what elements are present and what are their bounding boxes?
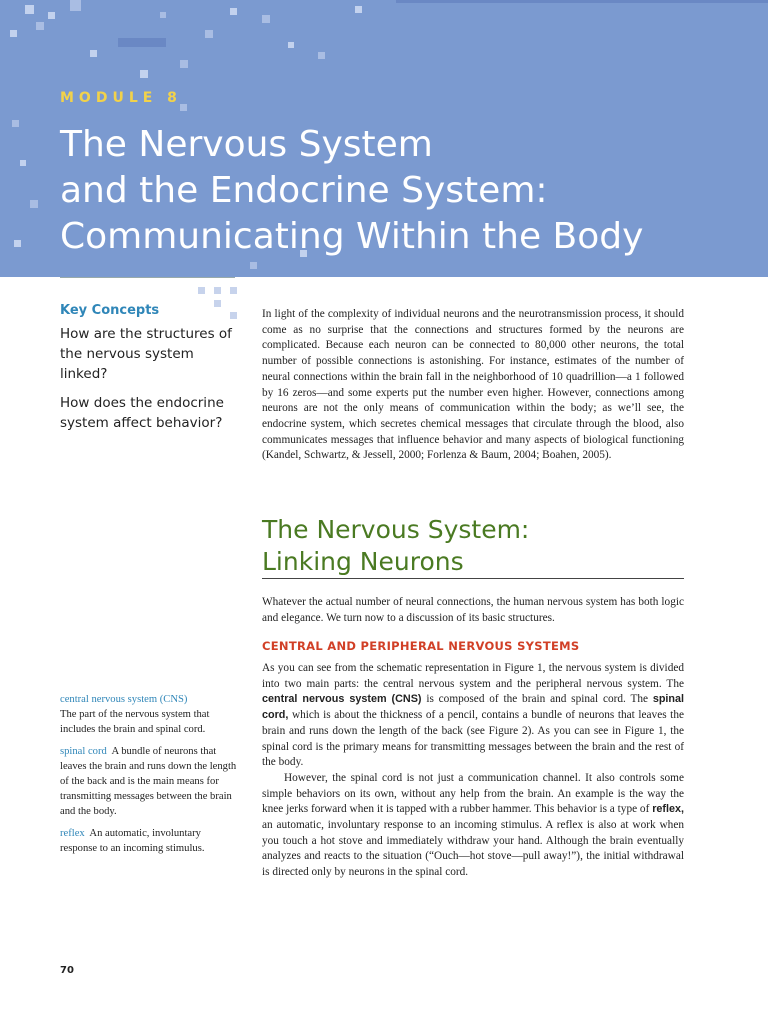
margin-glossary xyxy=(60,693,238,865)
section-body xyxy=(262,661,684,881)
key-term: central nervous system (CNS) xyxy=(262,693,422,706)
body-paragraph xyxy=(262,771,684,881)
key-term: reflex, xyxy=(652,803,684,816)
glossary-term: central nervous system (CNS) xyxy=(60,694,188,705)
glossary-definition: A bundle of neurons that leaves the brain and runs down the length of the back and is the main means for transmitting messages between the brain and the body. xyxy=(60,746,237,817)
page-title-line: The Nervous System xyxy=(60,124,433,165)
module-label: MODULE 8 xyxy=(60,90,182,106)
glossary-term: spinal cord xyxy=(60,746,107,758)
glossary-definition: An automatic, involuntary response to an incoming stimulus. xyxy=(60,828,205,855)
lead-text: Whatever the actual number of neural connections, the human nervous system has both logic and elegance. We turn now to a discussion of its basic structures. xyxy=(262,596,684,624)
title-banner xyxy=(0,0,768,277)
key-concepts-box xyxy=(60,303,240,442)
page-title xyxy=(60,122,760,260)
section-heading-line: Linking Neurons xyxy=(262,547,464,576)
title-underline xyxy=(60,277,235,278)
glossary-entry xyxy=(60,693,238,737)
text-run: However, the spinal cord is not just a communication channel. It also controls some simple behaviors on its own, without any help from the brain. An example is the way the knee jerks forward when it is tapped with a rubber hammer. This behavior is a type of xyxy=(262,771,684,816)
text-run: which is about the thickness of a pencil, contains a bundle of neurons that leaves the brain and runs down the length of the back (see Figure 2). As you can see in Figure 1, the spinal cord is the primary means for transmitting messages between the brain and the rest of the body. xyxy=(262,709,684,769)
key-concept-question: How does the endocrine system affect behavior? xyxy=(60,395,224,431)
glossary-entry xyxy=(60,827,238,857)
key-term: spinal cord, xyxy=(262,693,685,722)
glossary-definition: The part of the nervous system that includes the brain and spinal cord. xyxy=(60,708,210,735)
key-concept-question: How are the structures of the nervous system linked? xyxy=(60,326,232,382)
section-lead xyxy=(262,595,684,626)
text-run: an automatic, involuntary response to an incoming stimulus. A reflex is also at work when you touch a hot stove and immediately withdraw your hand. Although the brain eventually analyzes and reacts to the situation (“Ouch—hot stove—pull away!”), the initial withdrawal is directed only by neurons in the spinal cord. xyxy=(262,819,684,879)
subsection-heading: CENTRAL AND PERIPHERAL NERVOUS SYSTEMS xyxy=(262,639,580,653)
text-run: is composed of the brain and spinal cord. The xyxy=(421,693,653,706)
section-heading-line: The Nervous System: xyxy=(262,515,530,544)
glossary-entry xyxy=(60,745,238,819)
key-concepts-heading: Key Concepts xyxy=(60,303,160,318)
glossary-term: reflex xyxy=(60,828,85,840)
body-paragraph xyxy=(262,661,684,771)
page-title-line: and the Endocrine System: xyxy=(60,170,548,211)
section-heading xyxy=(262,514,684,579)
page-title-line: Communicating Within the Body xyxy=(60,216,644,257)
page-number: 70 xyxy=(60,965,74,976)
intro-paragraph xyxy=(262,307,684,464)
intro-text: In light of the complexity of individual neurons and the neurotransmission process, it should come as no surprise that the connections and structures formed by the neurons are complicated. Because each neuron can be connected to 80,000 other neurons, the total number of possible connections is astonishing. For instance, estimates of the number of neural connections within the brain fall in the neighborhood of 10 quadrillion—a 1 followed by 16 zeros—and some experts put the number even higher. However, connections among neurons are not the only means of communication within the body; as we’ll see, the endocrine system, which secretes chemical messages that circulate through the blood, also communicates messages that influence behavior and many aspects of biological functioning (Kandel, Schwartz, & Jessell, 2000; Forlenza & Baum, 2004; Boahen, 2005). xyxy=(262,308,684,462)
text-run: As you can see from the schematic representation in Figure 1, the nervous system is divided into two main parts: the central nervous system and the peripheral nervous system. The xyxy=(262,662,684,690)
